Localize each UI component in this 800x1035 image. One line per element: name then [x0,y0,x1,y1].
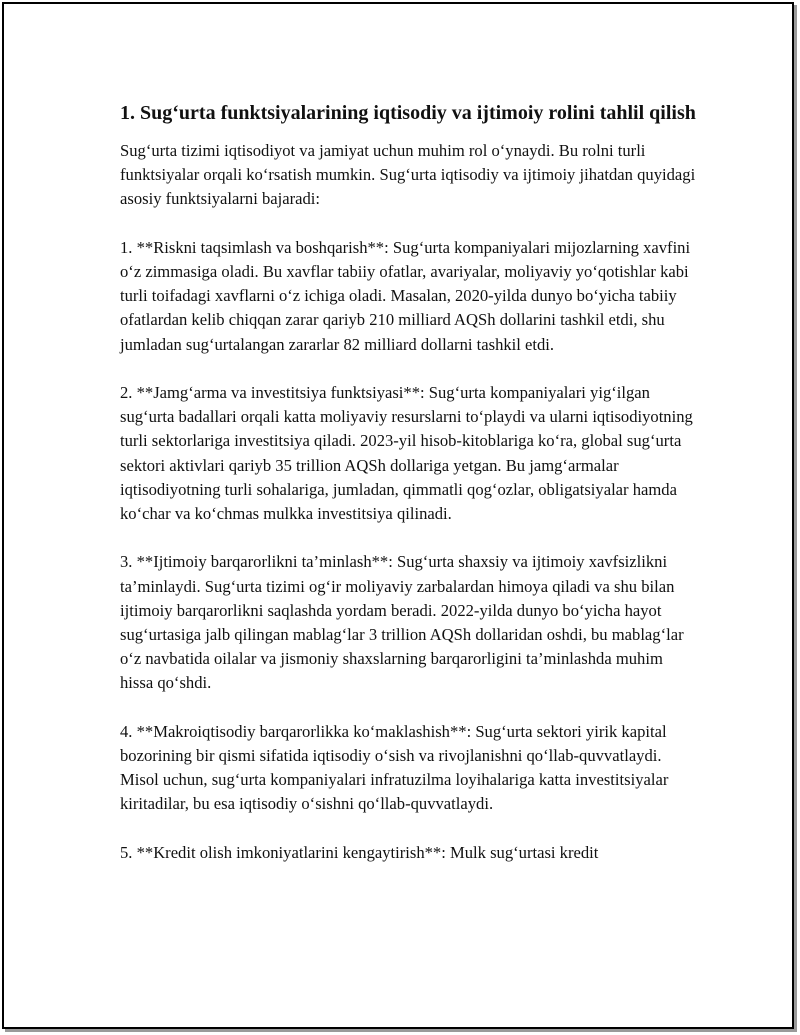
paragraph-savings-investment: 2. **Jamg‘arma va investitsiya funktsiyasi**: Sug‘urta kompaniyalari yig‘ilgan sug‘urta badallari orqali katta moliyaviy resurslarni to‘playdi va ularni iqtisodiyotning turli sektorlariga investitsiya qiladi. 2023-yil hisob-kitoblariga ko‘ra, global sug‘urta sektori aktivlari qariyb 35 trillion AQSh dollariga yetgan. Bu jamg‘armalar iqtisodiyotning turli sohalariga, jumladan, qimmatli qog‘ozlar, obligatsiyalar hamda ko‘char va ko‘chmas mulkka investitsiya qilinadi. [120,383,693,524]
intro-paragraph: Sug‘urta tizimi iqtisodiyot va jamiyat uchun muhim rol o‘ynaydi. Bu rolni turli funktsiyalar orqali ko‘rsatish mumkin. Sug‘urta iqtisodiy va ijtimoiy jihatdan quyidagi asosiy funktsiyalarni bajaradi: [120,141,696,209]
paragraph-credit-access: 5. **Kredit olish imkoniyatlarini kengaytirish**: Mulk sug‘urtasi kredit [120,842,599,862]
paragraph-macroeconomic-stability: 4. **Makroiqtisodiy barqarorlikka ko‘maklashish**: Sug‘urta sektori yirik kapital bozorining bir qismi sifatida iqtisodiy o‘sish va rivojlanishni qo‘llab-quvvatlaydi. Misol uchun, sug‘urta kompaniyalari infratuzilma loyihalariga katta investitsiyalar kiritadilar, bu esa iqtisodiy o‘sishni qo‘llab-quvvatlaydi. [120,721,669,814]
section-heading: 1. Sug‘urta funktsiyalarining iqtisodiy va ijtimoiy rolini tahlil qilish [120,102,696,124]
paragraph-risk-distribution: 1. **Riskni taqsimlash va boshqarish**: Sug‘urta kompaniyalari mijozlarning xavfini o‘z zimmasiga oladi. Bu xavflar tabiiy ofatlar, avariyalar, moliyaviy yo‘qotishlar kabi turli toifadagi xavflarni o‘z ichiga oladi. Masalan, 2020-yilda dunyo bo‘yicha tabiiy ofatlardan kelib chiqqan zarar qariyb 210 milliard AQSh dollarini tashkil etdi, shu jumladan sug‘urtalangan zararlar 82 milliard dollarni tashkil etdi. [120,237,691,354]
paragraph-social-stability: 3. **Ijtimoiy barqarorlikni ta’minlash**: Sug‘urta shaxsiy va ijtimoiy xavfsizlikni ta’minlaydi. Sug‘urta tizimi og‘ir moliyaviy zarbalardan himoya qiladi va shu bilan ijtimoiy barqarorlikni saqlashda yordam beradi. 2022-yilda dunyo bo‘yicha hayot sug‘urtasiga jalb qilingan mablag‘lar 3 trillion AQSh dollaridan oshdi, bu mablag‘lar o‘z navbatida oilalar va jismoniy shaxslarning barqarorligini ta’minlashda muhim hissa qo‘shdi. [120,552,684,693]
document-page [2,2,794,1029]
document-body [120,100,696,889]
